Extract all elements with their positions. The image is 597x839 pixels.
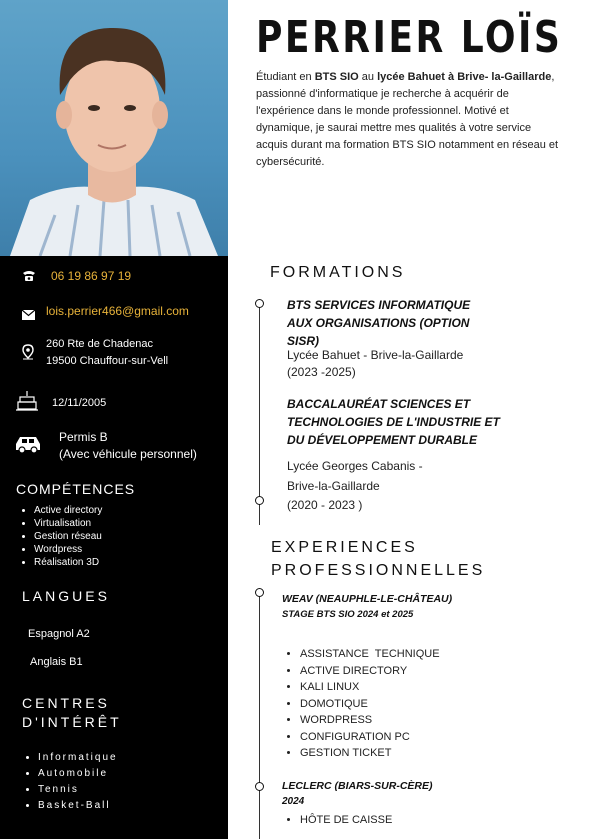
- mail-icon: [22, 307, 35, 325]
- cake-icon: [16, 390, 38, 417]
- skill-item: • Active directory: [34, 504, 102, 517]
- intro-part: Étudiant en: [256, 71, 315, 83]
- formation-school: Lycée Bahuet - Brive-la-Gaillarde: [287, 348, 464, 362]
- formation-school: Lycée Georges Cabanis -: [287, 459, 423, 473]
- task-item: • ACTIVE DIRECTORY: [300, 663, 440, 680]
- birthdate: 12/11/2005: [52, 397, 107, 409]
- interest-item: • Automobile: [38, 766, 118, 782]
- timeline-dot: [255, 588, 264, 597]
- skill-item: • Wordpress: [34, 543, 102, 556]
- phone-number[interactable]: 06 19 86 97 19: [51, 269, 132, 283]
- formation-school: Brive-la-Gaillarde: [287, 479, 380, 493]
- formation-dates: (2023 -2025): [287, 365, 356, 379]
- phone-icon: [22, 269, 36, 287]
- interests-heading-line1: CENTRES: [22, 695, 110, 711]
- formation-title: BTS SERVICES INFORMATIQUE AUX ORGANISATIONS (OPTION SISR): [287, 298, 471, 348]
- intro-lycee: lycée Bahuet à Brive- la-Gaillarde: [377, 71, 552, 83]
- skill-item: • Réalisation 3D: [34, 556, 102, 569]
- address-line2: 19500 Chauffour-sur-Vell: [46, 355, 169, 367]
- task-item: • GESTION TICKET: [300, 745, 440, 762]
- languages-heading: LANGUES: [22, 588, 110, 604]
- skill-item: • Gestion réseau: [34, 530, 102, 543]
- intro-bts: BTS SIO: [314, 71, 359, 83]
- email-link[interactable]: lois.perrier466@gmail.com: [46, 304, 189, 318]
- intro-paragraph: [256, 69, 561, 171]
- intro-part: au: [358, 71, 378, 83]
- license-line2: (Avec véhicule personnel): [59, 447, 197, 461]
- formation-dates: (2020 - 2023 ): [287, 498, 363, 512]
- experience-tasks: [286, 646, 440, 762]
- license-line1: Permis B: [59, 430, 108, 444]
- interest-item: • Basket-Ball: [38, 798, 118, 814]
- interests-heading-line2: D'INTÉRÊT: [22, 714, 122, 730]
- profile-photo: [0, 0, 228, 256]
- location-icon: [22, 344, 34, 365]
- task-item: • WORDPRESS: [300, 712, 440, 729]
- experience-tasks: [286, 812, 392, 829]
- interests-list: [22, 750, 118, 814]
- experience-subtitle: 2024: [282, 796, 305, 807]
- address-line1: 260 Rte de Chadenac: [46, 338, 154, 350]
- task-item: • KALI LINUX: [300, 679, 440, 696]
- experience-title: LECLERC (BIARS-SUR-CÈRE): [282, 780, 433, 792]
- formations-heading: FORMATIONS: [270, 264, 406, 281]
- interest-item: • Tennis: [38, 782, 118, 798]
- formations-timeline: [259, 303, 260, 525]
- experiences-heading-line2: PROFESSIONNELLES: [271, 562, 486, 579]
- experience-title: WEAV (NEAUPHLE-LE-CHÂTEAU): [282, 593, 453, 605]
- task-item: • ASSISTANCE TECHNIQUE: [300, 646, 440, 663]
- experiences-heading-line1: EXPERIENCES: [271, 539, 418, 556]
- skills-heading: COMPÉTENCES: [16, 481, 136, 497]
- task-item: • DOMOTIQUE: [300, 696, 440, 713]
- timeline-dot: [255, 496, 264, 505]
- language-english: Anglais B1: [30, 656, 83, 668]
- timeline-dot: [255, 299, 264, 308]
- task-item: • HÔTE DE CAISSE: [300, 812, 392, 829]
- task-item: • CONFIGURATION PC: [300, 729, 440, 746]
- experiences-timeline: [259, 592, 260, 839]
- car-icon: [14, 434, 42, 459]
- interest-item: • Informatique: [38, 750, 118, 766]
- candidate-name: PERRIER LOÏS: [256, 12, 563, 63]
- formation-title: BACCALAURÉAT SCIENCES ET TECHNOLOGIES DE L'INDUSTRIE ET DU DÉVELOPPEMENT DURABLE: [287, 397, 500, 447]
- skill-item: • Virtualisation: [34, 517, 102, 530]
- skills-list: [18, 504, 102, 569]
- experience-subtitle: STAGE BTS SIO 2024 et 2025: [282, 609, 414, 620]
- timeline-dot: [255, 782, 264, 791]
- language-spanish: Espagnol A2: [28, 628, 90, 640]
- intro-part: , passionné d'informatique je recherche à acquérir de l'expérience dans le monde professionnel. Motivé et dynamique, je saurai mettre mes qualités à votre service acquis durant ma formation BTS SIO notamment en réseau et cybersécurité.: [256, 71, 559, 168]
- sidebar: [0, 256, 228, 839]
